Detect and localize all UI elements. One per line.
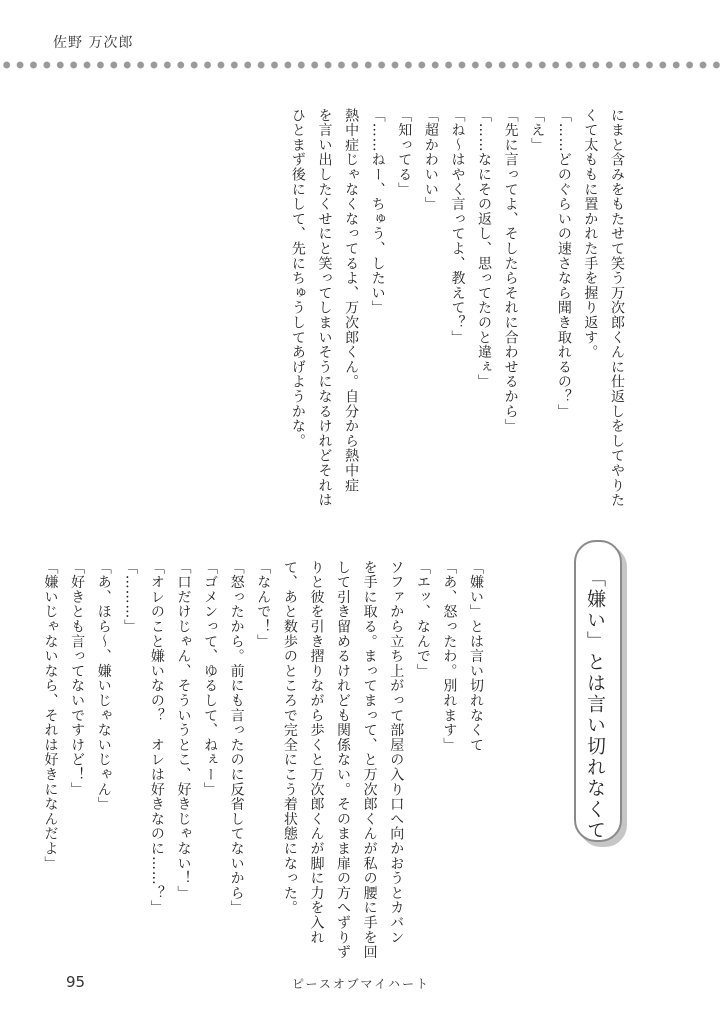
text-line: ソファから立ち上がって部屋の入り口へ向かおうとカバン [388,560,405,945]
text-line: 「超かわいい」 [422,108,439,212]
section-title: 「嫌い」とは言い切れなくて [584,568,606,841]
text-line: 「なんで！」 [255,560,272,649]
text-line: 「エッ、なんで」 [414,560,431,679]
text-line: 「……どのぐらいの速さなら聞き取れるの？」 [555,108,572,419]
text-line: 「………」 [122,560,139,634]
text-line: 「え」 [529,108,546,153]
page-number: 95 [66,973,86,991]
text-line: にまと含みをもたせて笑う万次郎くんに仕返しをしてやりた [609,108,625,508]
text-line: 「口だけじゃん、そういうとこ、好きじゃない！」 [175,560,192,901]
text-line: 「オレのこと嫌いなの？ オレは好きなのに……？」 [148,560,165,916]
text-line: 「嫌いじゃないなら、それは好きになんだよ」 [42,560,59,871]
book-title: ピースオブマイハート [291,977,431,991]
text-line: くて太ももに置かれた手を握り返す。 [582,108,599,360]
text-line: ひとまず後にして、先にちゅうしてあげようかな。 [289,108,306,449]
text-line: りと彼を引き摺りながら歩くと万次郎くんが脚に力を入れ [308,560,325,945]
text-line: 「ゴメンって、ゆるして、ねぇー」 [202,560,219,797]
bottom-text-block [42,560,489,960]
author-header: 佐野 万次郎 [53,35,134,51]
top-text-block [270,108,630,518]
text-line: 「……なにその返し、思ってたのと違ぇ」 [476,108,493,390]
text-line: 「ね～はやく言ってよ、教えて？」 [449,108,466,345]
text-line: 「あ、ほら～、嫌いじゃないじゃん」 [95,560,112,812]
text-line: 「先に言ってよ、そしたらそれに合わせるから」 [502,108,519,434]
text-line: 「……ねー、ちゅう、したい」 [369,108,386,316]
section-title-box [574,540,622,842]
text-line: して引き留めるけれども関係ない。そのまま扉の方へずりず [335,560,352,960]
text-line: て、あと数歩のところで完全にこう着状態になった。 [281,560,298,916]
text-line: 「嫌い」とは言い切れなくて [468,560,484,753]
text-line: を手に取る。まってまって、と万次郎くんが私の腰に手を回 [361,560,378,960]
text-line: を言い出したくせにと笑ってしまいそうになるけれどそれは [316,108,333,508]
text-line: 「あ、怒ったわ。別れます」 [441,560,458,753]
text-line: 熱中症じゃなくなってるよ、万次郎くん。自分から熱中症 [343,108,360,493]
text-line: 「怒ったから。前にも言ったのに反省してないから」 [228,560,245,916]
dotted-divider [0,60,722,70]
text-line: 「知ってる」 [396,108,413,197]
text-line: 「好きとも言ってないですけど！」 [69,560,86,797]
